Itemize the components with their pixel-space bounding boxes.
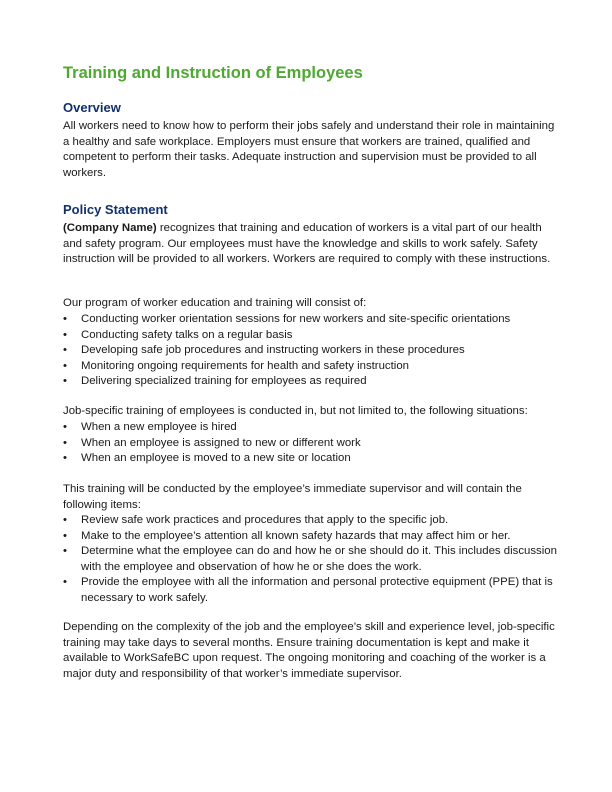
list-item: • Developing safe job procedures and instructing workers in these procedures (63, 343, 558, 359)
policy-text: recognizes that training and education of workers is a vital part of our health and safety program. Our employees must have the knowledge and skills to work safely. Safety instruction will be provided to all workers. Workers are required to comply with these instructions. (63, 222, 551, 266)
list-item: • Determine what the employee can do and how he or she should do it. This includes discussion with the employee and observation of how he or she does the work. (63, 545, 557, 573)
supervisor-intro: This training will be conducted by the employee’s immediate supervisor and will contain the following items: (63, 483, 522, 511)
bullet-icon: • (63, 452, 67, 465)
bullet-icon: • (63, 576, 67, 589)
policy-paragraph (63, 221, 558, 268)
document-title: Training and Instruction of Employees (63, 64, 363, 82)
list-item: • Conducting worker orientation sessions for new workers and site-specific orientations (63, 312, 558, 328)
list-item: • Delivering specialized training for employees as required (63, 374, 558, 390)
situations-intro: Job-specific training of employees is conducted in, but not limited to, the following situations: (63, 405, 528, 417)
bullet-icon: • (63, 313, 67, 325)
supervisor-list (63, 513, 558, 607)
bullet-icon: • (63, 328, 67, 341)
list-item: • When an employee is assigned to new or different work (63, 436, 558, 452)
list-item: • Provide the employee with all the information and personal protective equipment (PPE) that is necessary to work safely. (63, 576, 553, 604)
bullet-icon: • (63, 375, 67, 388)
bullet-icon: • (63, 529, 67, 542)
program-intro: Our program of worker education and training will consist of: (63, 297, 367, 309)
policy-heading: Policy Statement (63, 202, 168, 217)
list-item: • Conducting safety talks on a regular basis (63, 328, 558, 344)
bullet-icon: • (63, 514, 67, 526)
list-item: • Make to the employee’s attention all known safety hazards that may affect him or her. (63, 529, 558, 545)
situations-list (63, 420, 558, 467)
list-item: • Review safe work practices and procedures that apply to the specific job. (63, 513, 558, 529)
bullet-icon: • (63, 545, 67, 558)
program-list (63, 312, 558, 390)
list-item: • When a new employee is hired (63, 420, 558, 436)
list-item: • Monitoring ongoing requirements for health and safety instruction (63, 359, 558, 375)
overview-heading: Overview (63, 100, 121, 115)
bullet-icon: • (63, 421, 67, 433)
company-name-placeholder: (Company Name) (63, 222, 157, 234)
overview-paragraph: All workers need to know how to perform their jobs safely and understand their role in maintaining a healthy and safe workplace. Employers must ensure that workers are trained, qualified and competent to perform their tasks. Adequate instruction and supervision must be provided to all workers. (63, 120, 555, 179)
bullet-icon: • (63, 344, 67, 357)
bullet-icon: • (63, 436, 67, 449)
closing-paragraph: Depending on the complexity of the job and the employee’s skill and experience level, job-specific training may take days to several months. Ensure training documentation is kept and make it available to WorkSafeBC upon request. The ongoing monitoring and coaching of the worker is a major duty and responsibility of that worker’s immediate supervisor. (63, 621, 555, 680)
list-item: • When an employee is moved to a new site or location (63, 451, 558, 467)
bullet-icon: • (63, 359, 67, 372)
